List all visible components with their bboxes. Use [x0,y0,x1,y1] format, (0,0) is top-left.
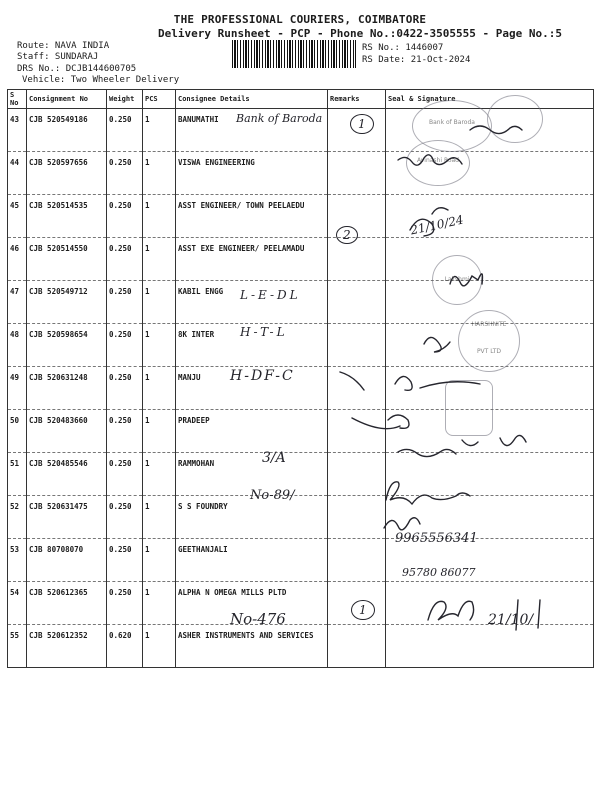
row-consignee-text: ASST ENGINEER/ TOWN PEELAEDU [178,201,305,210]
col-consignee: Consignee Details [176,90,328,109]
signature-47 [450,274,483,286]
row-pcs-text: 1 [145,416,150,425]
row-pcs-text: 1 [145,244,150,253]
hw-phone-number-2: 95780 86077 [402,566,476,579]
hw-ledl-note: L-E-DL [240,288,301,302]
hw-hdfc-note: H-DF-C [230,368,295,384]
vehicle-label: Vehicle: Two Wheeler Delivery [22,75,180,85]
signature-45 [410,208,448,236]
hw-htl-note: H-T-L [240,325,288,339]
signature-53 [384,518,420,530]
row-consignment-no-text: CJB 520514535 [29,201,88,210]
row-sno-text: 47 [10,287,20,296]
row-consignee-text: KABIL ENGG [178,287,224,296]
runsheet-subtitle: Delivery Runsheet - PCP - Phone No.:0422-3505555 - Page No.:5 [158,27,562,40]
row-pcs-text: 1 [145,115,150,124]
row-pcs-text: 1 [145,631,150,640]
row-consignment-no-text: CJB 520612352 [29,631,88,640]
row-consignment-no-text: CJB 520598654 [29,330,88,339]
row-pcs-text: 1 [145,158,150,167]
hw-flat-note: 3/A [262,450,286,466]
harshnite-seal-stamp: HARSHNITE PVT LTD [458,310,520,372]
row-sno-text: 55 [10,631,20,640]
signature-49 [340,372,480,390]
row-weight-text: 0.620 [109,631,132,640]
row-consignment-no-text: CJB 520514550 [29,244,88,253]
row-sno-text: 48 [10,330,20,339]
row-pcs-text: 1 [145,502,150,511]
row-consignment-no-text: CJB 520612365 [29,588,88,597]
signature-48 [424,337,450,352]
rs-number: RS No.: 1446007 [362,43,444,53]
row-consignment-no-text: CJB 520631248 [29,373,88,382]
row-pcs-text: 1 [145,330,150,339]
row-sno-text: 51 [10,459,20,468]
lakshmi-seal-stamp: Lakshmi [432,255,482,305]
hw-door-no-note-2: No-476 [230,610,286,628]
row-weight-text: 0.250 [109,115,132,124]
col-sno: S No [8,90,27,109]
row-sno-text: 43 [10,115,20,124]
row-consignee-text: GEETHANJALI [178,545,228,554]
row-sno-text: 44 [10,158,20,167]
row-consignee-text: ASST EXE ENGINEER/ PEELAMADU [178,244,305,253]
rs-date: RS Date: 21-Oct-2024 [362,55,471,65]
row-consignment-no-text: CJB 80708070 [29,545,84,554]
col-pcs: PCS [143,90,176,109]
row-weight-text: 0.250 [109,373,132,382]
row-weight-text: 0.250 [109,459,132,468]
row-weight-text: 0.250 [109,545,132,554]
staff-label: Staff: SUNDARAJ [17,52,99,62]
row-weight-text: 0.250 [109,502,132,511]
row-pcs-text: 1 [145,459,150,468]
row-consignee-text: MANJU [178,373,201,382]
row-weight-text: 0.250 [109,416,132,425]
col-consignment: Consignment No [27,90,107,109]
row-sno-text: 53 [10,545,20,554]
row-sno-text: 46 [10,244,20,253]
row-consignee-text: 8K INTER [178,330,215,339]
company-title: THE PROFESSIONAL COURIERS, COIMBATORE [173,13,427,26]
row-sno-text: 52 [10,502,20,511]
row-consignment-no-text: CJB 520483660 [29,416,88,425]
row-pcs-text: 1 [145,287,150,296]
row-consignee-text: S S FOUNDRY [178,502,228,511]
row-weight-text: 0.250 [109,201,132,210]
row-pcs-text: 1 [145,545,150,554]
row-pcs-text: 1 [145,373,150,382]
signature-43 [470,126,522,134]
hw-remark-circle: 2 [336,226,358,244]
row-weight-text: 0.250 [109,158,132,167]
row-weight-text: 0.250 [109,330,132,339]
row-sno-text: 49 [10,373,20,382]
row-consignment-no-text: CJB 520597656 [29,158,88,167]
row-consignee-text: BANUMATHI [178,115,219,124]
route-label: Route: NAVA INDIA [17,41,110,51]
row-consignment-no-text: CJB 520485546 [29,459,88,468]
hw-signature-date: 21/10/24 [409,212,465,238]
row-consignment-no-text: CJB 520549712 [29,287,88,296]
col-weight: Weight [107,90,143,109]
hw-remark-circle: 1 [351,600,375,620]
hw-remark-circle: 1 [350,114,374,134]
hw-signature-date-2: 21/10/ [488,612,534,628]
branch-seal-stamp: Avinashi Road [406,140,470,186]
row-weight-text: 0.250 [109,244,132,253]
row-consignment-no-text: CJB 520631475 [29,502,88,511]
row-pcs-text: 1 [145,588,150,597]
signature-52 [386,482,470,504]
row-consignee-text: ASHER INSTRUMENTS AND SERVICES [178,631,314,640]
row-consignee-text: PRADEEP [178,416,210,425]
row-consignee-text: VISWA ENGINEERING [178,158,255,167]
row-consignment-no-text: CJB 520549186 [29,115,88,124]
row-consignee-text: ALPHA N OMEGA MILLS PLTD [178,588,287,597]
row-sno-text: 54 [10,588,20,597]
row-weight-text: 0.250 [109,588,132,597]
bank-seal-stamp: Bank of Baroda [412,100,492,152]
row-weight-text: 0.250 [109,287,132,296]
signature-55 [428,600,540,630]
signature-44 [398,155,462,165]
signature-51 [398,435,526,456]
hw-phone-number: 9965556341 [395,531,478,546]
hw-door-no-note: No-89/ [250,488,295,503]
drs-number: DRS No.: DCJB144600705 [17,64,137,74]
row-consignee-text: RAMMOHAN [178,459,215,468]
signature-50 [352,415,409,429]
col-seal-signature: Seal & Signature [386,90,594,109]
row-sno-text: 45 [10,201,20,210]
row-pcs-text: 1 [145,201,150,210]
hw-bank-note: Bank of Baroda [236,112,323,125]
row-sno-text: 50 [10,416,20,425]
col-remarks: Remarks [328,90,386,109]
